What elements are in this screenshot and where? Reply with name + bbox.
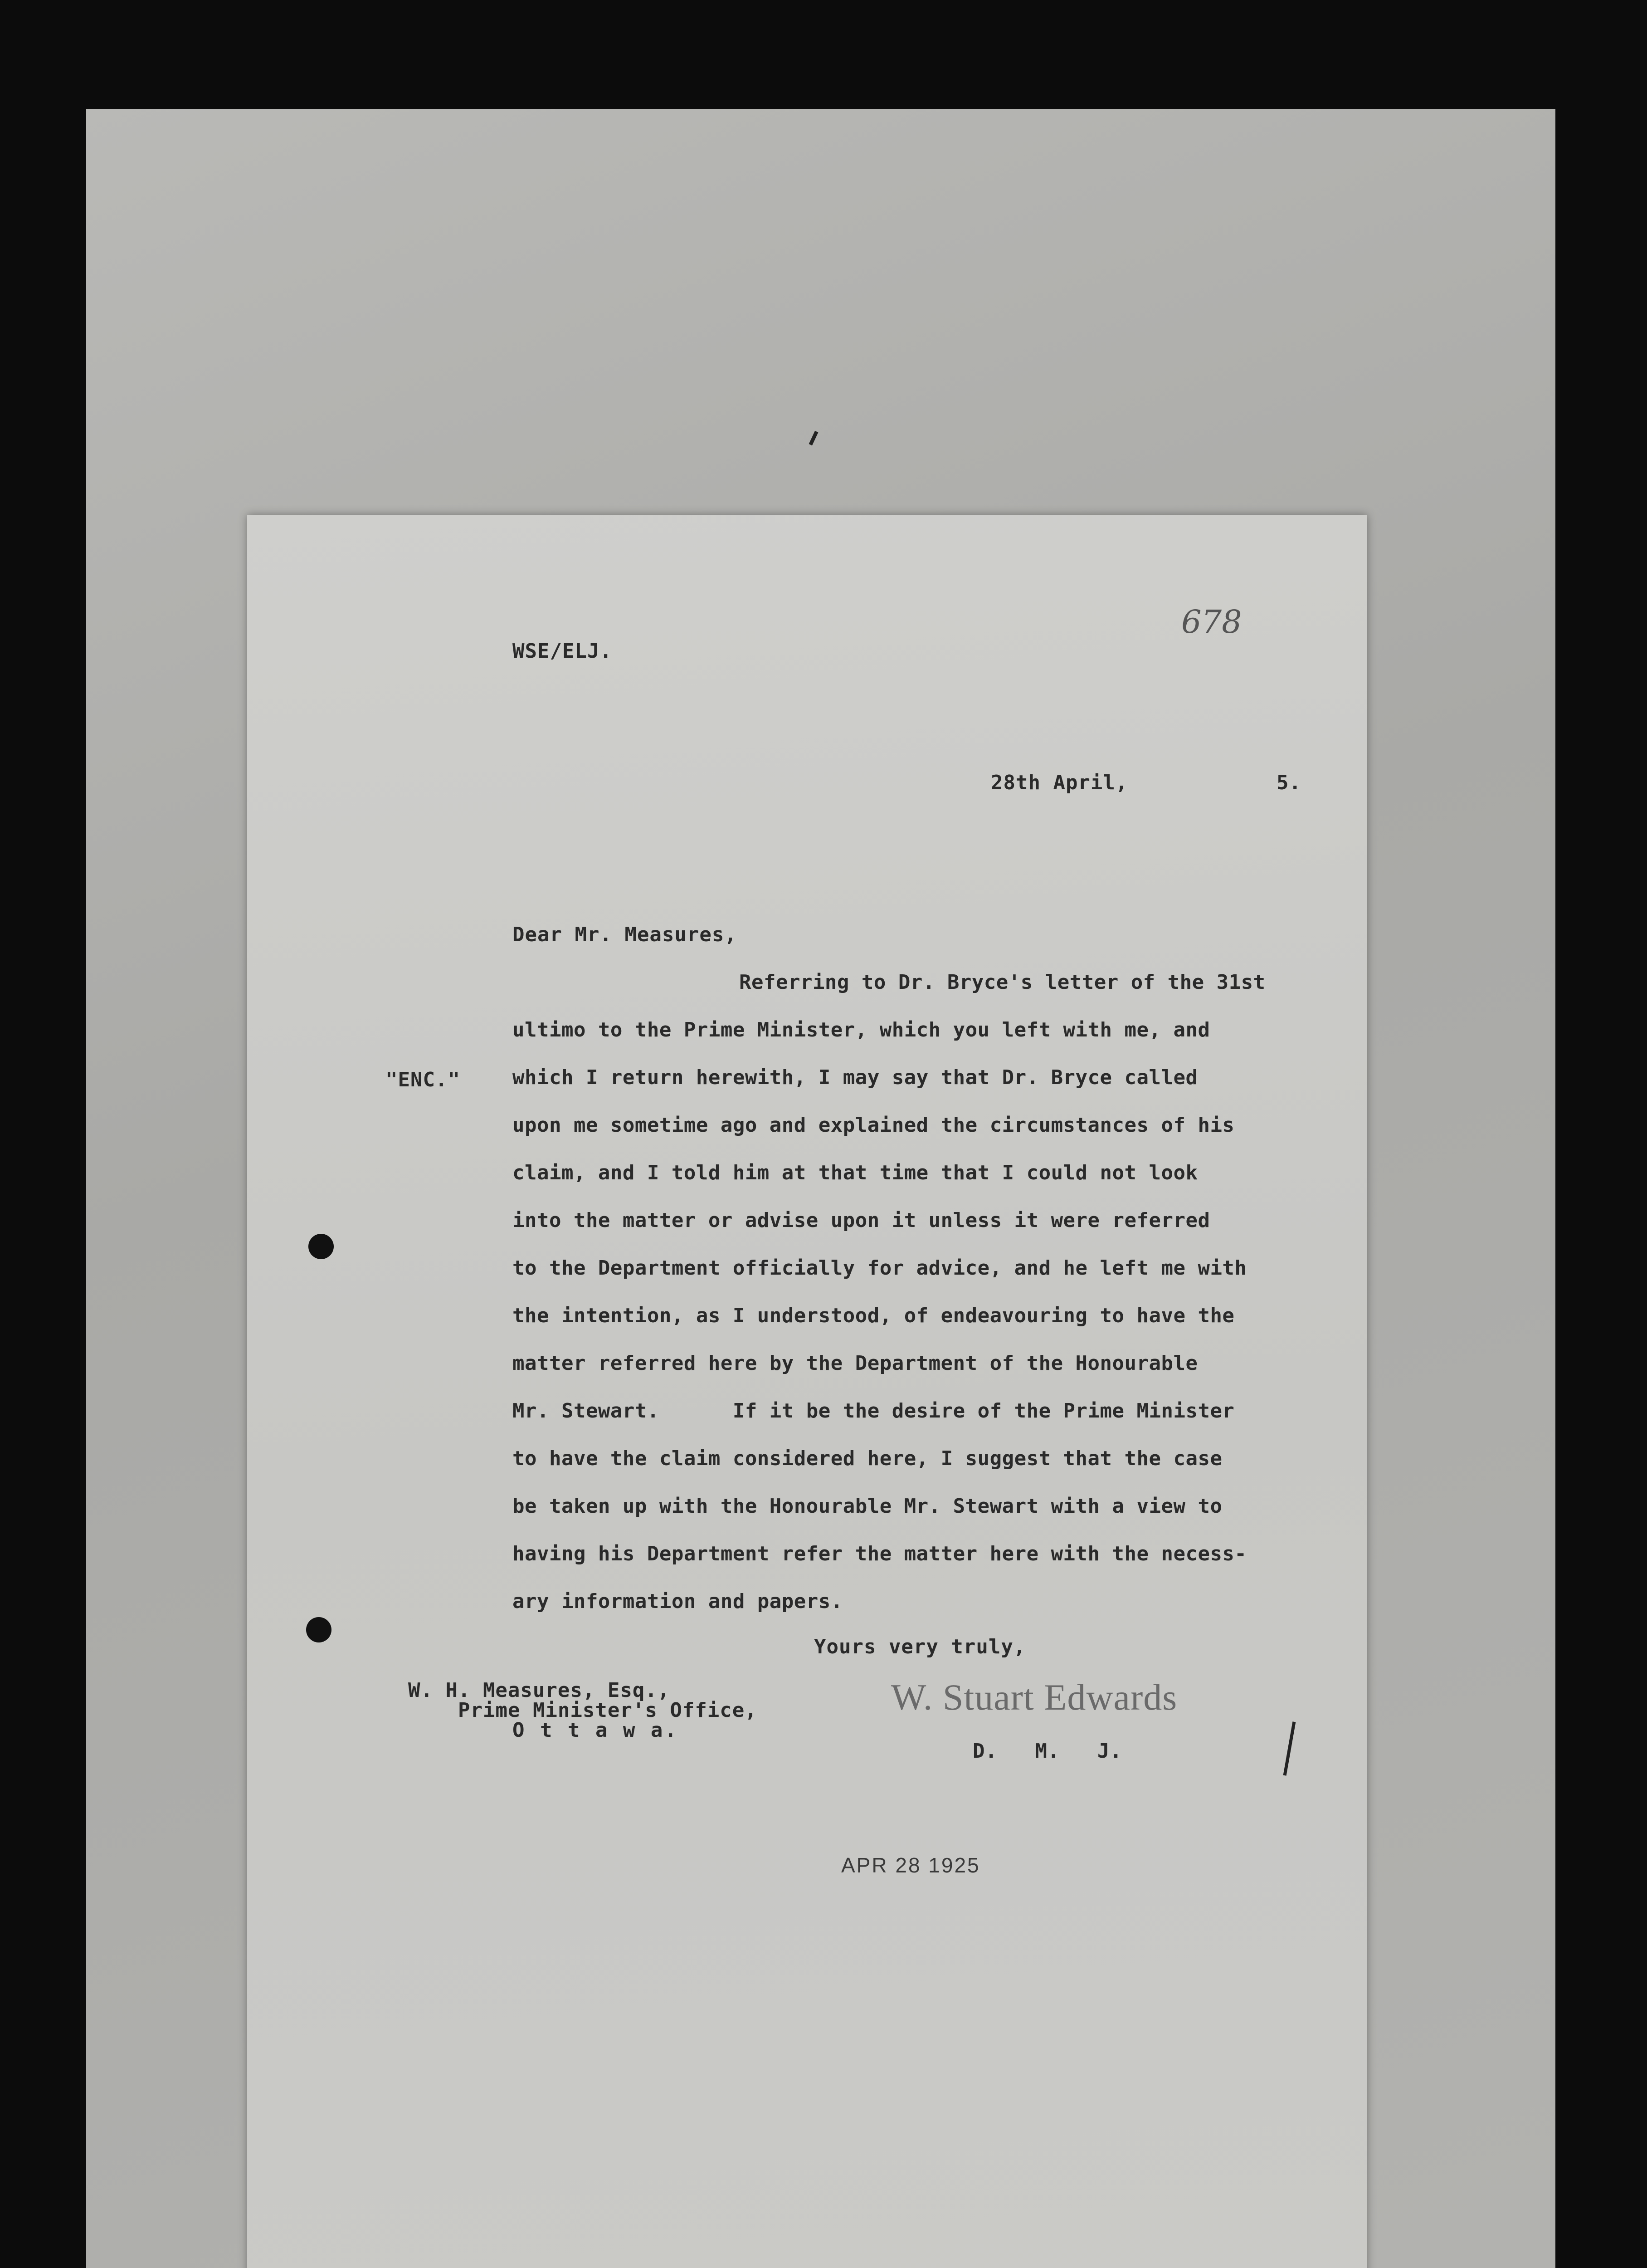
addressee-name: W. H. Measures, Esq., — [408, 1679, 670, 1702]
body-line: to the Department officially for advice, and he left me with — [512, 1256, 1247, 1280]
addressee-block — [408, 1681, 757, 1740]
signature-stamp: W. Stuart Edwards — [891, 1677, 1178, 1718]
body-line: into the matter or advise upon it unless it were referred — [512, 1209, 1210, 1232]
folio-number: 678 — [1181, 603, 1242, 640]
body-line: ultimo to the Prime Minister, which you left with me, and — [512, 1018, 1210, 1041]
body-line: to have the claim considered here, I suggest that the case — [512, 1447, 1223, 1470]
body-line: the intention, as I understood, of endeavouring to have the — [512, 1304, 1235, 1327]
salutation: Dear Mr. Measures, — [512, 923, 737, 946]
body-line: Referring to Dr. Bryce's letter of the 31st — [739, 971, 1266, 994]
reference-initials: WSE/ELJ. — [512, 640, 612, 663]
enclosure-note: "ENC." — [385, 1068, 460, 1091]
year-fragment: 5. — [1277, 771, 1301, 794]
body-line: claim, and I told him at that time that I could not look — [512, 1161, 1198, 1184]
pen-mark — [1283, 1721, 1296, 1775]
punch-hole — [306, 1617, 331, 1642]
body-line: upon me sometime ago and explained the circumstances of his — [512, 1114, 1235, 1137]
closing: Yours very truly, — [814, 1635, 1026, 1658]
body-line: ary information and papers. — [512, 1590, 843, 1613]
body-line: having his Department refer the matter here with the necess- — [512, 1542, 1247, 1565]
letter-date: 28th April, — [991, 771, 1128, 794]
letter-page — [247, 515, 1367, 2268]
body-line: matter referred here by the Department of the Honourable — [512, 1352, 1198, 1375]
body-line: which I return herewith, I may say that Dr. Bryce called — [512, 1066, 1198, 1089]
received-date-stamp: APR 28 1925 — [841, 1853, 980, 1877]
body-line: be taken up with the Honourable Mr. Stewart with a view to — [512, 1495, 1223, 1518]
body-line: Mr. Stewart. If it be the desire of the Prime Minister — [512, 1399, 1235, 1422]
addressee-city: O t t a w a. — [512, 1719, 678, 1742]
addressee-office: Prime Minister's Office, — [458, 1699, 757, 1722]
signer-title: D. M. J. — [973, 1740, 1122, 1763]
punch-hole — [308, 1234, 334, 1259]
